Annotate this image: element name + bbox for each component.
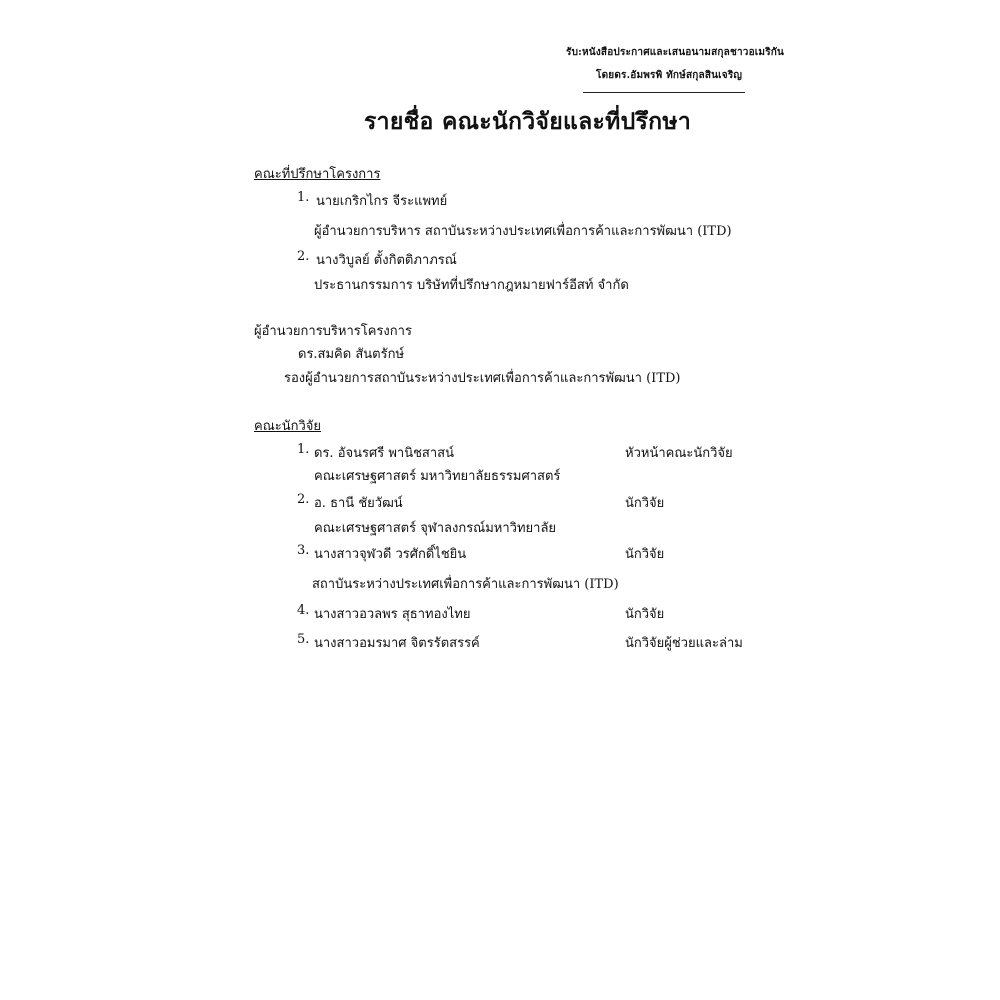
header-note-line1: รับ:หนังสือประกาศและเสนอนามสกุลชาวอเมริกัน xyxy=(566,47,785,58)
advisor-1-number: 1. xyxy=(297,190,310,205)
director-heading: ผู้อำนวยการบริหารโครงการ xyxy=(254,324,412,339)
researcher-3-role: นักวิจัย xyxy=(625,547,665,562)
header-note-line2: โดยดร.อัมพรพิ ทักษ์สกุลสินเจริญ xyxy=(596,70,743,81)
researcher-2-affil: คณะเศรษฐศาสตร์ จุฬาลงกรณ์มหาวิทยาลัย xyxy=(314,521,557,536)
researcher-4-name: นางสาวอวลพร สุธาทองไทย xyxy=(314,607,471,622)
researcher-2-name: อ. ธานี ชัยวัฒน์ xyxy=(314,496,403,511)
advisors-heading: คณะที่ปรึกษาโครงการ xyxy=(254,167,381,182)
researcher-3-number: 3. xyxy=(297,543,310,558)
director-desc: รองผู้อำนวยการสถาบันระหว่างประเทศเพื่อการค้าและการพัฒนา (ITD) xyxy=(284,371,681,386)
researcher-2-role: นักวิจัย xyxy=(625,496,665,511)
researcher-1-affil: คณะเศรษฐศาสตร์ มหาวิทยาลัยธรรมศาสตร์ xyxy=(314,469,561,484)
advisor-2-name: นางวิบูลย์ ตั้งกิตติภาภรณ์ xyxy=(316,253,457,268)
researcher-1-role: หัวหน้าคณะนักวิจัย xyxy=(625,446,733,461)
researcher-3-affil: สถาบันระหว่างประเทศเพื่อการค้าและการพัฒนา (ITD) xyxy=(312,577,619,592)
researcher-5-number: 5. xyxy=(297,632,310,647)
advisor-2-desc: ประธานกรรมการ บริษัทที่ปรึกษากฎหมายฟาร์อีสท์ จำกัด xyxy=(314,278,629,293)
researcher-2-number: 2. xyxy=(297,492,310,507)
researchers-heading: คณะนักวิจัย xyxy=(254,419,322,434)
advisor-2-number: 2. xyxy=(297,249,310,264)
advisor-1-name: นายเกริกไกร จีระแพทย์ xyxy=(316,194,448,209)
researcher-5-name: นางสาวอมรมาศ จิตรรัตสรรค์ xyxy=(314,636,480,651)
researcher-1-number: 1. xyxy=(297,442,310,457)
page-title: รายชื่อ คณะนักวิจัยและที่ปรึกษา xyxy=(364,108,692,135)
researcher-4-role: นักวิจัย xyxy=(625,607,665,622)
researcher-1-name: ดร. อัจนรศรี พานิชสาสน์ xyxy=(314,446,454,461)
director-name: ดร.สมคิด สันตรักษ์ xyxy=(298,347,405,362)
researcher-5-role: นักวิจัยผู้ช่วยและล่าม xyxy=(625,636,743,651)
advisor-1-desc: ผู้อำนวยการบริหาร สถาบันระหว่างประเทศเพื่อการค้าและการพัฒนา (ITD) xyxy=(314,224,732,239)
researcher-3-name: นางสาวจุฬวดี วรศักดิ์ไชยิน xyxy=(314,547,467,562)
header-rule xyxy=(583,92,745,93)
researcher-4-number: 4. xyxy=(297,603,310,618)
